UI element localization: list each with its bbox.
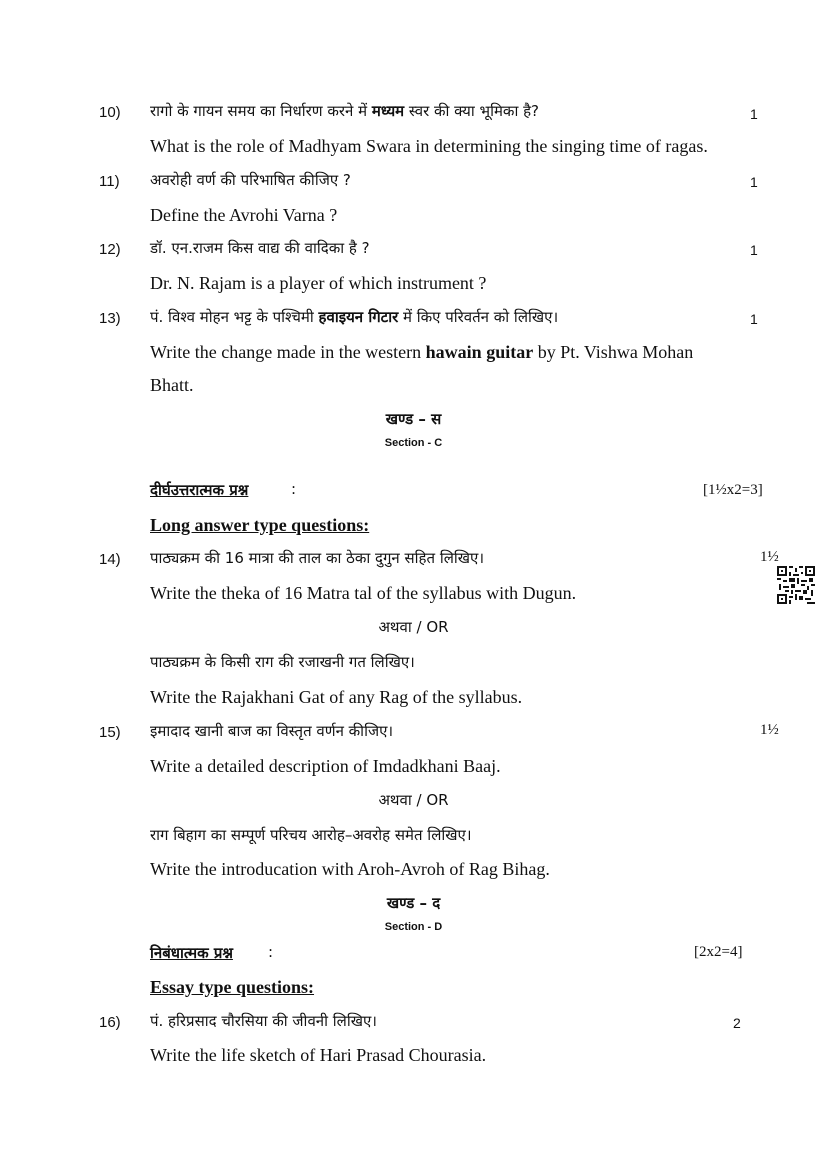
question-marks: 1½ (760, 549, 779, 565)
section-c-subtitle: Section - C (384, 437, 443, 449)
section-c-marks: [1½x2=3] (703, 482, 763, 498)
or-separator: अथवा / OR (378, 791, 449, 809)
question-english-bold: hawain guitar (425, 342, 534, 362)
question-english: Write a detailed description of Imdadkhani Baaj. (150, 756, 501, 776)
question-hindi: डॉ. एन.राजम किस वाद्य की वादिका है ? (150, 239, 370, 257)
section-c-type-hindi: दीर्घउत्तरात्मक प्रश्न (150, 481, 249, 499)
question-marks: 1 (750, 174, 758, 190)
question-hindi-text: में किए परिवर्तन को लिखिए। (398, 308, 559, 326)
question-english (150, 342, 693, 363)
question-hindi: पाठ्यक्रम की 16 मात्रा की ताल का ठेका दुगुन सहित लिखिए। (150, 549, 485, 567)
question-english-continued: Bhatt. (150, 375, 194, 395)
question-hindi: इमादाद खानी बाज का विस्तृत वर्णन कीजिए। (150, 722, 394, 740)
question-hindi-bold: हवाइयन गिटार (318, 308, 399, 326)
question-marks: 2 (733, 1015, 741, 1031)
question-english: Define the Avrohi Varna ? (150, 205, 338, 225)
question-hindi: अवरोही वर्ण की परिभाषित कीजिए ? (150, 171, 351, 189)
question-hindi-bold: मध्यम (371, 102, 405, 120)
question-number: 15) (99, 724, 121, 741)
qr-code-icon (777, 566, 815, 604)
question-english-alt: Write the introducation with Aroh-Avroh of Rag Bihag. (150, 859, 550, 879)
question-number: 10) (99, 104, 121, 121)
section-d-subtitle: Section - D (384, 921, 443, 933)
question-marks: 1 (750, 106, 758, 122)
question-hindi: पं. हरिप्रसाद चौरसिया की जीवनी लिखिए। (150, 1012, 377, 1030)
question-hindi-text: पं. विश्व मोहन भट्ट के पश्चिमी (150, 308, 319, 326)
section-c-type-english: Long answer type questions: (150, 515, 370, 535)
question-hindi-text: स्वर की क्या भूमिका है? (404, 102, 540, 120)
section-d-marks: [2x2=4] (694, 944, 743, 960)
section-d-type-hindi: निबंधात्मक प्रश्न (150, 944, 233, 962)
or-separator: अथवा / OR (378, 618, 449, 636)
section-d-title: खण्ड – द (386, 894, 441, 912)
question-marks: 1 (750, 242, 758, 258)
question-marks: 1½ (760, 722, 779, 738)
question-english: What is the role of Madhyam Swara in determining the singing time of ragas. (150, 136, 708, 156)
question-english-text: Write the change made in the western (150, 342, 426, 362)
question-marks: 1 (750, 311, 758, 327)
question-english: Dr. N. Rajam is a player of which instrument ? (150, 273, 487, 293)
question-number: 16) (99, 1014, 121, 1031)
question-english-text: by Pt. Vishwa Mohan (533, 342, 694, 362)
question-number: 14) (99, 551, 121, 568)
question-number: 12) (99, 241, 121, 258)
question-hindi (150, 307, 558, 327)
section-d-type-english: Essay type questions: (150, 977, 315, 997)
question-english-alt: Write the Rajakhani Gat of any Rag of the syllabus. (150, 687, 523, 707)
section-c-type-colon: : (291, 480, 297, 498)
question-number: 13) (99, 310, 121, 327)
question-english: Write the theka of 16 Matra tal of the syllabus with Dugun. (150, 583, 577, 603)
question-number: 11) (99, 173, 120, 190)
question-hindi-alt: राग बिहाग का सम्पूर्ण परिचय आरोह–अवरोह समेत लिखिए। (150, 826, 472, 844)
section-c-title: खण्ड – स (385, 410, 442, 428)
question-hindi-alt: पाठ्यक्रम के किसी राग की रजाखनी गत लिखिए। (150, 653, 415, 671)
question-hindi (150, 101, 539, 121)
question-hindi-text: रागो के गायन समय का निर्धारण करने में (150, 102, 372, 120)
section-d-type-colon: : (268, 943, 274, 961)
question-english: Write the life sketch of Hari Prasad Chourasia. (150, 1045, 487, 1065)
